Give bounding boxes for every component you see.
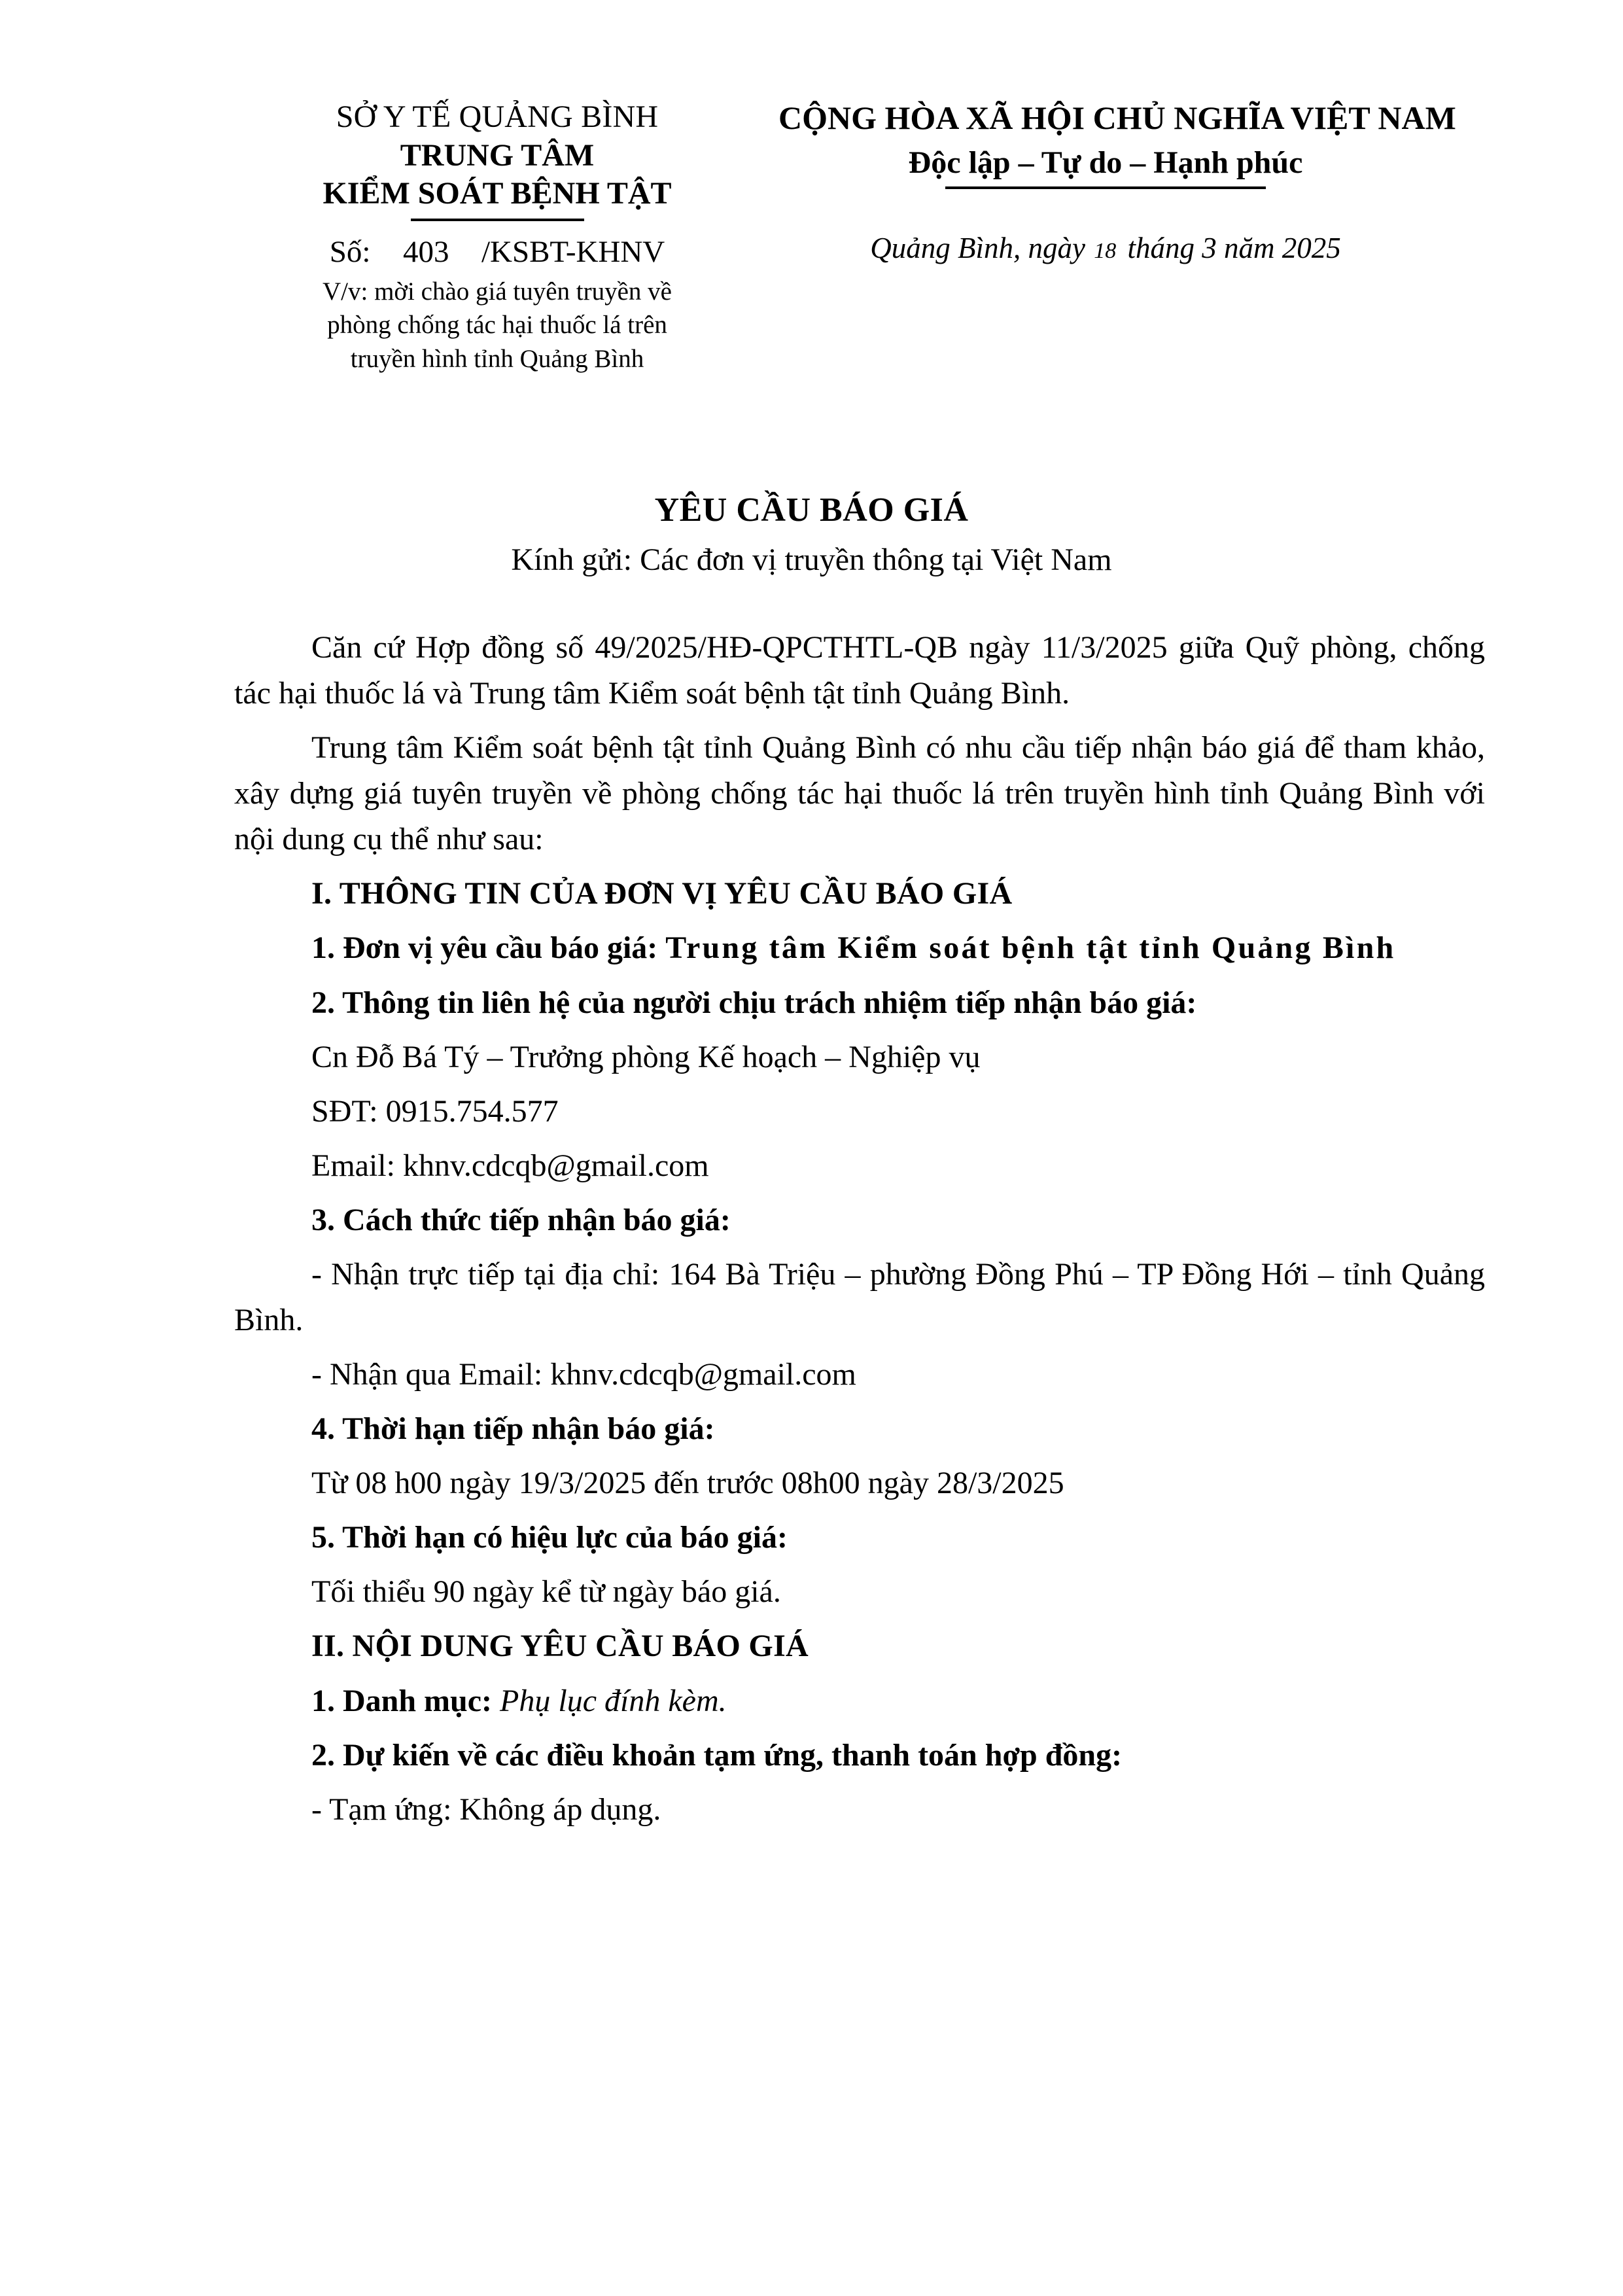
issuing-authority-block bbox=[216, 98, 778, 376]
document-number-value: 403 bbox=[402, 234, 449, 269]
item-3-in-person-address: - Nhận trực tiếp tại địa chỉ: 164 Bà Triệu – phường Đồng Phú – TP Đồng Hới – tỉnh Quảng Bình. bbox=[234, 1256, 1485, 1338]
page-title: YÊU CẦU BÁO GIÁ bbox=[654, 491, 969, 529]
item-1-value: Trung tâm Kiểm soát bệnh tật tỉnh Quảng Bình bbox=[665, 930, 1396, 966]
document-number bbox=[216, 234, 778, 270]
content-1-label: 1. Danh mục: bbox=[311, 1683, 493, 1718]
document-number-suffix: /KSBT-KHNV bbox=[481, 234, 665, 269]
place-and-date bbox=[778, 231, 1433, 265]
national-motto-underline bbox=[945, 186, 1266, 189]
national-title: CỘNG HÒA XÃ HỘI CHỦ NGHĨA VIỆT NAM bbox=[778, 99, 1456, 136]
content-1-value: Phụ lục đính kèm. bbox=[500, 1683, 727, 1718]
item-5-validity-value: Tối thiểu 90 ngày kể từ ngày báo giá. bbox=[311, 1574, 781, 1610]
item-1-requesting-unit bbox=[234, 925, 1485, 971]
item-3-email-submission: - Nhận qua Email: khnv.cdcqb@gmail.com bbox=[311, 1357, 856, 1392]
item-3-submission-heading: 3. Cách thức tiếp nhận báo giá: bbox=[311, 1202, 731, 1237]
organization-underline bbox=[411, 219, 584, 221]
contact-email: Email: khnv.cdcqb@gmail.com bbox=[311, 1148, 709, 1183]
contact-person-name: Cn Đỗ Bá Tý – Trưởng phòng Kế hoạch – Nghiệp vụ bbox=[311, 1039, 981, 1074]
section-heading-i: I. THÔNG TIN CỦA ĐƠN VỊ YÊU CẦU BÁO GIÁ bbox=[311, 876, 1013, 911]
date-prefix: Quảng Bình, ngày bbox=[870, 231, 1085, 264]
parent-authority-name: SỞ Y TẾ QUẢNG BÌNH bbox=[336, 99, 659, 134]
date-day: 18 bbox=[1094, 238, 1117, 263]
national-motto: Độc lập – Tự do – Hạnh phúc bbox=[908, 145, 1303, 180]
section-heading-ii: II. NỘI DUNG YÊU CẦU BÁO GIÁ bbox=[311, 1629, 809, 1664]
item-1-label: 1. Đơn vị yêu cầu báo giá: bbox=[311, 930, 658, 966]
item-4-deadline-heading: 4. Thời hạn tiếp nhận báo giá: bbox=[311, 1411, 715, 1447]
paragraph-legal-basis: Căn cứ Hợp đồng số 49/2025/HĐ-QPCTHTL-QB ngày 11/3/2025 giữa Quỹ phòng, chống tác hại thuốc lá và Trung tâm Kiểm soát bệnh tật tỉnh Quảng Bình. bbox=[234, 630, 1485, 711]
item-5-validity-heading: 5. Thời hạn có hiệu lực của báo giá: bbox=[311, 1520, 788, 1555]
document-number-label: Số: bbox=[329, 234, 371, 269]
paragraph-request-purpose: Trung tâm Kiểm soát bệnh tật tỉnh Quảng Bình có nhu cầu tiếp nhận báo giá để tham khảo, xây dựng giá tuyên truyền về phòng chống tác hại thuốc lá trên truyền hình tỉnh Quảng Bình với nội dung cụ thể như sau: bbox=[234, 730, 1485, 857]
item-2-contact-heading: 2. Thông tin liên hệ của người chịu trách nhiệm tiếp nhận báo giá: bbox=[311, 985, 1197, 1020]
content-2-payment-terms-heading: 2. Dự kiến về các điều khoản tạm ứng, thanh toán hợp đồng: bbox=[311, 1737, 1123, 1773]
contact-phone: SĐT: 0915.754.577 bbox=[311, 1093, 559, 1129]
date-suffix: tháng 3 năm 2025 bbox=[1127, 231, 1341, 264]
item-4-deadline-value: Từ 08 h00 ngày 19/3/2025 đến trước 08h00 ngày 28/3/2025 bbox=[311, 1466, 1064, 1501]
content-1-catalog bbox=[234, 1678, 1485, 1724]
document-body bbox=[234, 625, 1485, 1841]
content-2-advance-payment: - Tạm ứng: Không áp dụng. bbox=[311, 1792, 661, 1827]
document-subject: V/v: mời chào giá tuyên truyền về phòng chống tác hại thuốc lá trên truyền hình tỉnh Quảng Bình bbox=[323, 277, 672, 373]
document-header bbox=[0, 98, 1623, 451]
recipient-line: Kính gửi: Các đơn vị truyền thông tại Việt Nam bbox=[511, 542, 1112, 577]
organization-name-line-2: KIỂM SOÁT BỆNH TẬT bbox=[323, 176, 672, 211]
national-heading-block bbox=[778, 98, 1456, 265]
organization-name-line-1: TRUNG TÂM bbox=[400, 137, 595, 173]
